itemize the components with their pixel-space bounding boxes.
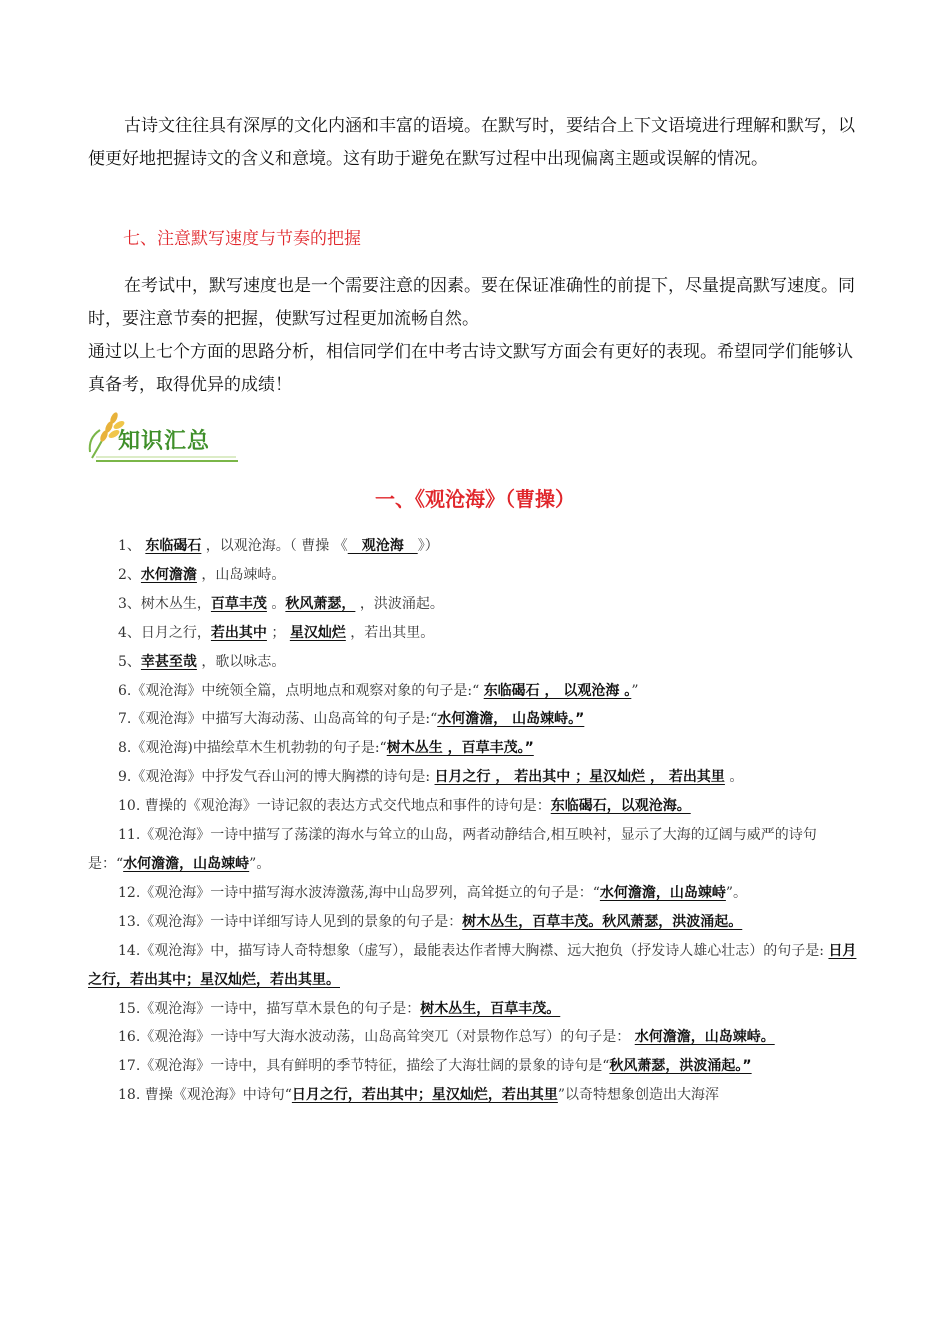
question-text: ” [631, 682, 639, 699]
poem-heading: 一、《观沧海》（曹操） [375, 487, 575, 511]
answer-text: 水何澹澹，山岛竦峙 [123, 855, 250, 872]
answer-text: 日月之行，若出其中；星汉灿烂，若出其里 [291, 1087, 558, 1104]
paragraph-speed: 在考试中，默写速度也是一个需要注意的因素。要在保证准确性的前提下，尽量提高默写速度。同时，要注意节奏的把握，使默写过程更加流畅自然。 [88, 276, 855, 329]
answer-text: 观沧海 [347, 538, 418, 554]
question-text: 11.《观沧海》一诗中描写了荡漾的海水与耸立的山岛，两者动静结合,相互映衬，显示了大海的辽阔与威严的诗句是：“ [88, 827, 817, 872]
list-item [88, 648, 864, 677]
question-text: 16.《观沧海》一诗中写大海水波动荡，山岛高耸突兀（对景物作总写）的句子是： [118, 1029, 635, 1046]
list-item [88, 937, 864, 995]
question-text: 1、 [118, 538, 146, 554]
answer-text: 树木丛生，百草丰茂。 [420, 1000, 561, 1017]
question-text: 。 [266, 595, 286, 612]
answer-text: 若出其中 [210, 624, 267, 641]
question-text: ，山岛竦峙。 [196, 566, 286, 583]
section-heading-7: 七、注意默写速度与节奏的把握 [123, 229, 361, 249]
question-text: 5、 [118, 653, 141, 670]
paragraph-summary: 通过以上七个方面的思路分析，相信同学们在中考古诗文默写方面会有更好的表现。希望同学们能够认真备考，取得优异的成绩！ [88, 342, 853, 395]
answer-text: 水何澹澹 [140, 566, 197, 583]
knowledge-summary-badge [86, 408, 246, 466]
list-item [88, 677, 864, 706]
question-text: 6.《观沧海》中统领全篇，点明地点和观察对象的句子是:“ [118, 682, 484, 699]
answer-text: 水何澹澹，山岛竦峙。 [634, 1029, 775, 1046]
badge-label: 知识汇总 [118, 429, 211, 454]
answer-text: 星汉灿烂 [289, 624, 346, 641]
list-item [88, 734, 864, 763]
question-text: 18. 曹操《观沧海》中诗句“ [118, 1087, 292, 1104]
list-item [88, 821, 864, 879]
question-text: 10. 曹操的《观沧海》一诗记叙的表达方式交代地点和事件的诗句是： [118, 798, 551, 815]
list-item [88, 561, 864, 590]
list-item [88, 1023, 864, 1052]
question-text: 7.《观沧海》中描写大海动荡、山岛高耸的句子是:“ [118, 711, 438, 728]
answer-text: 树木丛生，百草丰茂。秋风萧瑟，洪波涌起。 [462, 913, 743, 930]
list-item [88, 1081, 864, 1110]
question-text: 13.《观沧海》一诗中详细写诗人见到的景象的句子是： [118, 913, 463, 930]
question-text: ，以观沧海。（ 曹操 《 [201, 538, 348, 554]
answer-text: 水何澹澹，山岛竦峙 [599, 884, 726, 901]
list-item [88, 792, 864, 821]
question-text: 。 [724, 769, 744, 786]
paragraph-context: 古诗文往往具有深厚的文化内涵和丰富的语境。在默写时，要结合上下文语境进行理解和默写，以便更好地把握诗文的含义和意境。这有助于避免在默写过程中出现偏离主题或误解的情况。 [88, 116, 855, 169]
question-text: ，若出其里。 [345, 624, 435, 641]
question-text: ，洪波涌起。 [355, 595, 444, 612]
question-text: ”以奇特想象创造出大海浑 [557, 1087, 720, 1104]
question-text: 》） [417, 538, 439, 554]
list-item [88, 879, 864, 908]
answer-text: 东临碣石 [145, 538, 202, 554]
list-item [88, 619, 864, 648]
answer-text: 东临碣石 ， 以观沧海 。 [483, 682, 632, 699]
answer-text: 水何澹澹， 山岛竦峙。” [437, 711, 585, 728]
question-list [88, 532, 864, 1110]
answer-text: 秋风萧瑟， [285, 595, 356, 612]
answer-text: 日月之行 ， 若出其中 ；星汉灿烂 ， 若出其里 [434, 769, 725, 786]
question-text: 14.《观沧海》中，描写诗人奇特想象（虚写），最能表达作者博大胸襟、远大抱负（抒发诗人雄心壮志）的句子是: [118, 942, 829, 959]
answer-text: 东临碣石，以观沧海。 [550, 798, 691, 815]
answer-text: 树木丛生 ，百草丰茂。” [386, 740, 534, 757]
list-item [88, 995, 864, 1024]
answer-text: 幸甚至哉 [140, 653, 197, 670]
question-text: 2、 [118, 566, 141, 583]
question-text: ”。 [249, 855, 271, 872]
list-item [88, 763, 864, 792]
question-text: 12.《观沧海》一诗中描写海水波涛激荡,海中山岛罗列，高耸挺立的句子是：“ [118, 884, 600, 901]
answer-text: 日月之行，若出其中；星汉灿烂，若出其里。 [88, 942, 857, 988]
list-item [88, 590, 864, 619]
answer-text: 秋风萧瑟，洪波涌起。” [609, 1058, 752, 1075]
question-text: ”。 [725, 884, 748, 901]
question-text: ； [266, 624, 290, 641]
question-text: ，歌以咏志。 [196, 653, 286, 670]
question-text: 9.《观沧海》中抒发气吞山河的博大胸襟的诗句是: [118, 769, 435, 786]
list-item [88, 1052, 864, 1081]
question-text: 8.《观沧海)中描绘草木生机勃勃的句子是:“ [118, 740, 387, 757]
answer-text: 百草丰茂 [210, 595, 267, 612]
question-text: 17.《观沧海》一诗中，具有鲜明的季节特征，描绘了大海壮阔的景象的诗句是“ [118, 1058, 610, 1075]
question-text: 15.《观沧海》一诗中，描写草木景色的句子是： [118, 1000, 421, 1017]
list-item [88, 532, 864, 561]
question-text: 3、树木丛生， [118, 595, 211, 612]
question-text: 4、日月之行， [118, 624, 211, 641]
list-item [88, 908, 864, 937]
list-item [88, 705, 864, 734]
